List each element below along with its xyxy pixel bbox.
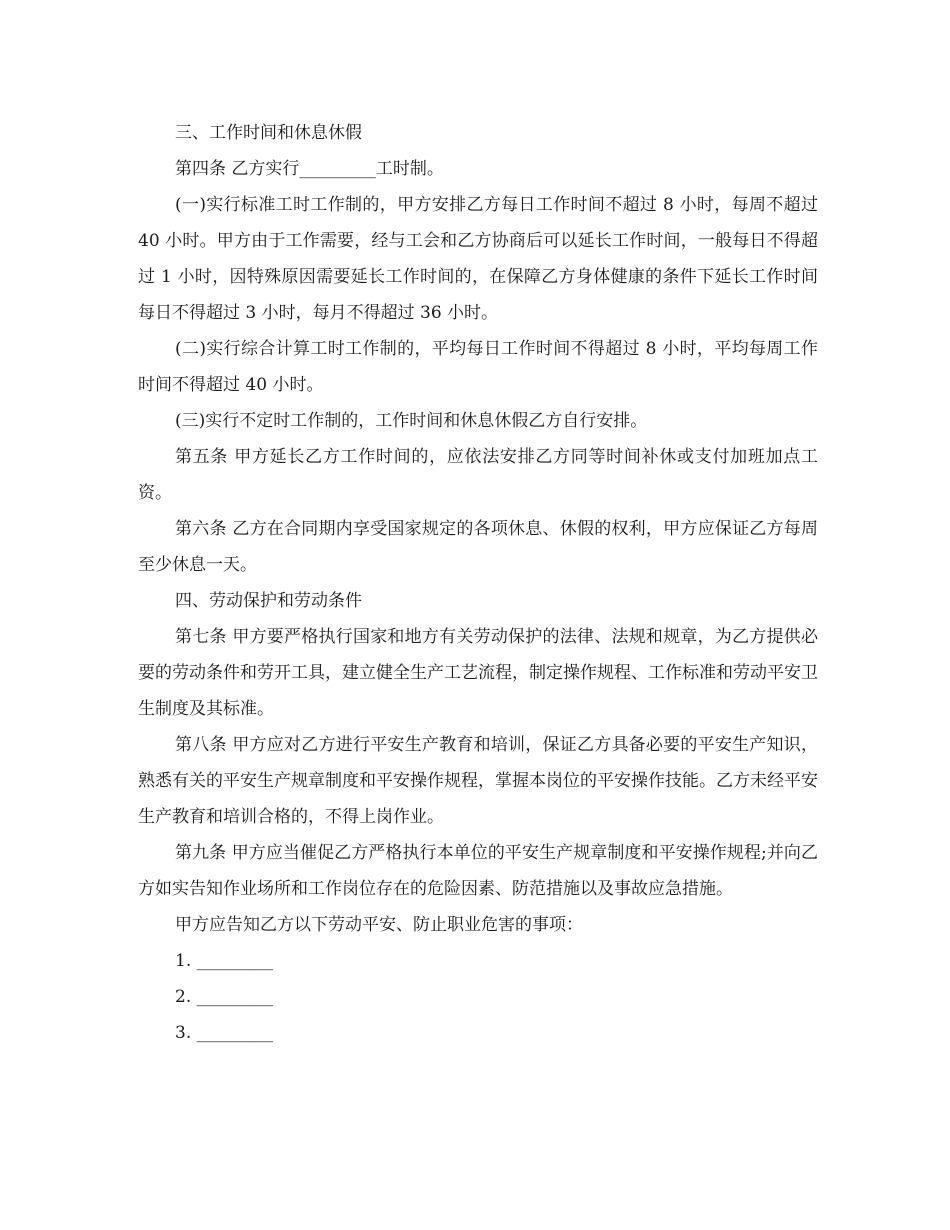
section-heading-work-time: 三、工作时间和休息休假 bbox=[175, 123, 362, 143]
article-4-item-2: (二)实行综合计算工时工作制的，平均每日工作时间不得超过 8 小时，平均每周工作时间不得超过 40 小时。 bbox=[138, 339, 818, 395]
article-4-item-3: (三)实行不定时工作制的，工作时间和休息休假乙方自行安排。 bbox=[175, 411, 648, 431]
section-heading-labor-protection: 四、劳动保护和劳动条件 bbox=[175, 591, 362, 611]
article-7: 第七条 甲方要严格执行国家和地方有关劳动保护的法律、法规和规章，为乙方提供必要的劳动条件和劳开工具，建立健全生产工艺流程，制定操作规程、工作标准和劳动平安卫生制度及其标准。 bbox=[138, 627, 818, 719]
list-item: 3. _________ bbox=[175, 1023, 274, 1043]
article-6: 第六条 乙方在合同期内享受国家规定的各项休息、休假的权利，甲方应保证乙方每周至少休息一天。 bbox=[138, 519, 818, 575]
article-8: 第八条 甲方应对乙方进行平安生产教育和培训，保证乙方具备必要的平安生产知识，熟悉有关的平安生产规章制度和平安操作规程，掌握本岗位的平安操作技能。乙方未经平安生产教育和培训合格的，不得上岗作业。 bbox=[138, 735, 818, 827]
article-4-item-1: (一)实行标准工时工作制的，甲方安排乙方每日工作时间不超过 8 小时，每周不超过 40 小时。甲方由于工作需要，经与工会和乙方协商后可以延长工作时间，一般每日不得超过 1 小时，因特殊原因需要延长工作时间的，在保障乙方身体健康的条件下延长工作时间每日不得超过 3 小时，每月不得超过 36 小时。 bbox=[138, 195, 818, 323]
notice-intro: 甲方应告知乙方以下劳动平安、防止职业危害的事项： bbox=[175, 915, 583, 935]
article-5: 第五条 甲方延长乙方工作时间的，应依法安排乙方同等时间补休或支付加班加点工资。 bbox=[138, 447, 818, 503]
list-item: 1. _________ bbox=[175, 951, 274, 971]
list-item: 2. _________ bbox=[175, 987, 274, 1007]
document-body bbox=[138, 115, 818, 1051]
article-4: 第四条 乙方实行_________工时制。 bbox=[175, 159, 444, 179]
article-9: 第九条 甲方应当催促乙方严格执行本单位的平安生产规章制度和平安操作规程;并向乙方如实告知作业场所和工作岗位存在的危险因素、防范措施以及事故应急措施。 bbox=[138, 843, 818, 899]
